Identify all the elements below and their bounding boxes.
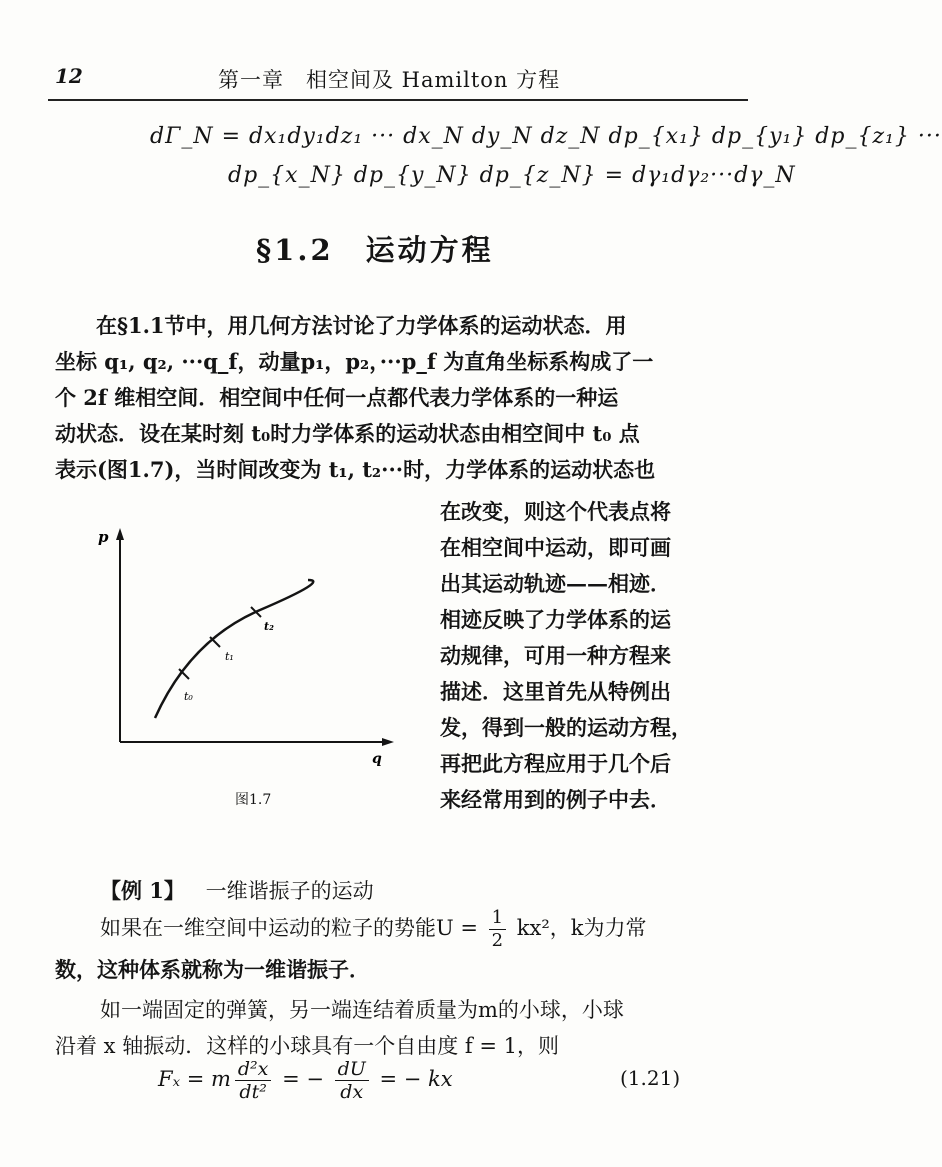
phase-volume-equation-line2: dp_{x_N} dp_{y_N} dp_{z_N} = dγ₁dγ₂···dγ_N bbox=[228, 163, 796, 188]
equation-1-21 bbox=[158, 1058, 453, 1103]
example-line3: 如一端固定的弹簧，另一端连结着质量为m的小球，小球 bbox=[100, 998, 624, 1022]
paragraph1-line5: 表示(图1.7)，当时间改变为 t₁, t₂···时，力学体系的运动状态也 bbox=[55, 457, 656, 482]
y-axis-arrow bbox=[116, 528, 124, 540]
x-axis-label: q bbox=[372, 751, 382, 767]
example-line4: 沿着 x 轴振动．这样的小球具有一个自由度 f = 1，则 bbox=[55, 1034, 559, 1058]
side-text-line: 发，得到一般的运动方程， bbox=[440, 715, 692, 740]
example-line1 bbox=[100, 906, 647, 952]
example-heading bbox=[100, 873, 374, 909]
fraction-numerator: d²x bbox=[235, 1058, 272, 1081]
equation-mid: = − bbox=[282, 1067, 324, 1091]
fraction-denominator: dx bbox=[340, 1081, 364, 1103]
y-axis-label: p bbox=[98, 528, 109, 546]
fraction-numerator: dU bbox=[335, 1058, 369, 1081]
side-text-line: 来经常用到的例子中去． bbox=[440, 787, 671, 812]
phase-trajectory-figure bbox=[80, 520, 410, 770]
side-text-line: 在改变，则这个代表点将 bbox=[440, 499, 671, 524]
fraction-denominator: 2 bbox=[491, 930, 504, 951]
equation-number: (1.21) bbox=[620, 1066, 681, 1090]
point-label-t0: t₀ bbox=[184, 690, 193, 703]
fraction-one-half bbox=[489, 907, 506, 952]
phase-volume-equation-line1: dΓ_N = dx₁dy₁dz₁ ··· dx_N dy_N dz_N dp_{x₁} dp_{y₁} dp_{z₁} ··· bbox=[150, 124, 942, 149]
header-rule bbox=[48, 99, 748, 101]
fraction-numerator: 1 bbox=[489, 907, 506, 930]
side-text-line: 再把此方程应用于几个后 bbox=[440, 751, 671, 776]
equation-lhs: Fₓ = m bbox=[158, 1067, 231, 1091]
paragraph1-line1: 在§1.1节中，用几何方法讨论了力学体系的运动状态．用 bbox=[96, 313, 627, 338]
paragraph1-line2: 坐标 q₁, q₂, ···q_f，动量p₁，p₂，···p_f 为直角坐标系构成了一 bbox=[55, 349, 654, 374]
potential-derivative-fraction bbox=[335, 1058, 369, 1103]
point-label-t2: t₂ bbox=[264, 620, 274, 633]
example-title: 一维谐振子的运动 bbox=[205, 879, 374, 903]
paragraph1-line3: 个 2f 维相空间．相空间中任何一点都代表力学体系的一种运 bbox=[55, 385, 619, 410]
equation-rhs: = − kx bbox=[379, 1067, 453, 1091]
x-axis-arrow bbox=[382, 738, 394, 746]
fraction-denominator: dt² bbox=[239, 1081, 267, 1103]
phase-trajectory-curve bbox=[155, 580, 313, 718]
example-tag: 【例 1】 bbox=[100, 878, 185, 903]
figure-caption: 图1.7 bbox=[235, 792, 272, 808]
side-text-line: 出其运动轨迹——相迹． bbox=[440, 571, 671, 596]
side-text-line: 动规律，可用一种方程来 bbox=[440, 643, 671, 668]
example-line1-post: kx²，k为力常 bbox=[516, 916, 647, 940]
side-text-line: 在相空间中运动，即可画 bbox=[440, 535, 671, 560]
page-number: 12 bbox=[55, 64, 83, 88]
point-label-t1: t₁ bbox=[225, 650, 234, 663]
side-text-line: 相迹反映了力学体系的运 bbox=[440, 607, 671, 632]
side-text-line: 描述．这里首先从特例出 bbox=[440, 679, 671, 704]
second-derivative-fraction bbox=[235, 1058, 272, 1103]
example-line1-pre: 如果在一维空间中运动的粒子的势能U = bbox=[100, 916, 478, 940]
point-marker-t2 bbox=[251, 607, 261, 617]
running-head: 第一章 相空间及 Hamilton 方程 bbox=[218, 68, 561, 92]
section-title: §1.2 运动方程 bbox=[256, 233, 494, 267]
example-line2: 数，这种体系就称为一维谐振子． bbox=[55, 957, 370, 982]
paragraph1-line4: 动状态．设在某时刻 t₀时力学体系的运动状态由相空间中 t₀ 点 bbox=[55, 421, 640, 446]
